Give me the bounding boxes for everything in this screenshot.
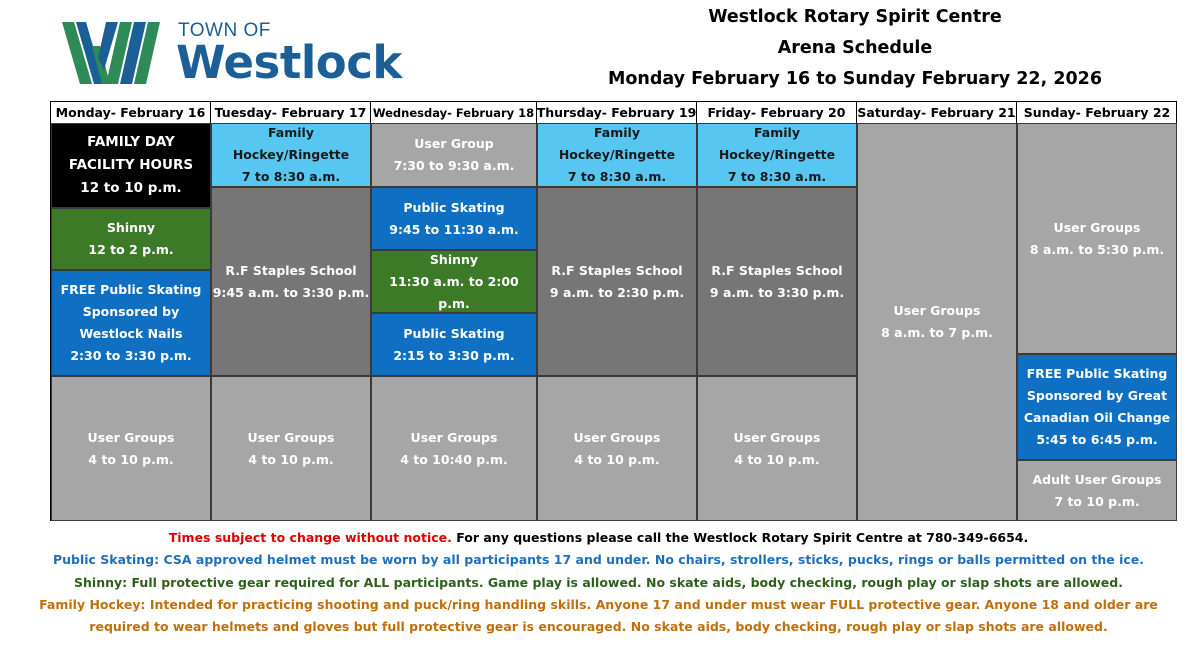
event-line: User Group xyxy=(414,136,494,151)
event-time: 4 to 10 p.m. xyxy=(88,451,174,467)
event-time: 7:30 to 9:30 a.m. xyxy=(393,158,515,173)
event-line: R.F Staples School xyxy=(711,262,843,278)
note-family-hockey-1: Family Hockey: Intended for practicing shooting and puck/ring handling skills. Anyone 17 and under must wear FULL protective gear. Anyone 18 and older are xyxy=(39,596,1158,612)
event-line: User Groups xyxy=(247,429,335,445)
event-public-skating xyxy=(371,187,537,250)
event-school xyxy=(211,187,371,376)
day-header-thursday: Thursday- February 19 xyxy=(537,102,697,123)
event-time: 2:15 to 3:30 p.m. xyxy=(393,347,515,363)
event-line: FREE Public Skating xyxy=(60,282,202,297)
event-public-skating xyxy=(371,313,537,376)
event-time: 4 to 10:40 p.m. xyxy=(400,451,508,467)
facility-name: Westlock Rotary Spirit Centre xyxy=(708,7,1002,27)
event-line: Shinny xyxy=(429,251,479,267)
event-user-groups xyxy=(51,376,211,521)
event-line: User Groups xyxy=(893,303,981,318)
day-header-saturday: Saturday- February 21 xyxy=(857,102,1017,123)
event-family-hockey xyxy=(537,123,697,187)
event-line: User Groups xyxy=(733,429,821,445)
westlock-logo xyxy=(62,14,402,94)
event-time: 9:45 to 11:30 a.m. xyxy=(389,221,519,237)
event-line: Adult User Groups xyxy=(1032,471,1162,487)
westlock-w-mark-icon xyxy=(62,18,166,88)
schedule-title xyxy=(560,2,1150,95)
event-user-groups xyxy=(697,376,857,521)
note-disclaimer: Times subject to change without notice. xyxy=(168,530,452,545)
event-line: Public Skating xyxy=(403,199,505,215)
event-line: Canadian Oil Change xyxy=(1023,410,1171,425)
event-line: Westlock Nails xyxy=(79,326,183,341)
logo-name-text: Westlock xyxy=(176,36,402,89)
logo-town-text: TOWN OF xyxy=(178,20,271,41)
event-line: Hockey/Ringette xyxy=(232,147,350,162)
event-user-groups xyxy=(537,376,697,521)
schedule-name: Arena Schedule xyxy=(777,38,933,58)
event-time: 9:45 a.m. to 3:30 p.m. xyxy=(212,284,370,300)
event-line: User Groups xyxy=(87,429,175,445)
day-header-wednesday: Wednesday- February 18 xyxy=(371,102,537,123)
event-line: User Groups xyxy=(1053,219,1141,235)
day-header-monday: Monday- February 16 xyxy=(51,102,211,123)
event-time: 7 to 8:30 a.m. xyxy=(727,169,827,184)
event-time: 9 a.m. to 2:30 p.m. xyxy=(549,284,685,300)
event-user-groups xyxy=(211,376,371,521)
event-user-groups xyxy=(371,376,537,521)
event-line: Hockey/Ringette xyxy=(558,147,676,162)
event-time: 2:30 to 3:30 p.m. xyxy=(70,348,192,363)
event-free-public-skating xyxy=(1017,354,1177,460)
event-time: 7 to 8:30 a.m. xyxy=(241,169,341,184)
event-adult-user-groups xyxy=(1017,460,1177,521)
note-family-hockey-2: required to wear helmets and gloves but full protective gear is encouraged. No skate aids, body checking, rough play or slap shots are allowed. xyxy=(89,619,1108,635)
event-line: Sponsored by Great xyxy=(1026,388,1168,403)
event-line: FREE Public Skating xyxy=(1026,366,1168,381)
day-header-friday: Friday- February 20 xyxy=(697,102,857,123)
date-range: Monday February 16 to Sunday February 22, 2026 xyxy=(607,69,1103,89)
event-free-public-skating xyxy=(51,270,211,376)
event-line: Family xyxy=(594,125,640,140)
schedule-notes xyxy=(0,527,1197,638)
event-line: FAMILY DAY xyxy=(87,134,175,150)
event-time: 12 to 10 p.m. xyxy=(80,180,182,196)
note-shinny: Shinny: Full protective gear required for ALL participants. Game play is allowed. No skate aids, body checking, rough play or slap shots are allowed. xyxy=(74,574,1123,590)
event-shinny xyxy=(51,208,211,270)
event-line: FACILITY HOURS xyxy=(68,157,194,173)
event-school xyxy=(537,187,697,376)
day-header-tuesday: Tuesday- February 17 xyxy=(211,102,371,123)
note-public-skating: Public Skating: CSA approved helmet must be worn by all participants 17 and under. No chairs, strollers, sticks, pucks, rings or balls permitted on the ice. xyxy=(52,552,1145,568)
event-family-hockey xyxy=(697,123,857,187)
event-line: Sponsored by xyxy=(82,304,180,319)
event-time: 11:30 a.m. to 2:00 p.m. xyxy=(389,273,519,311)
event-line: Shinny xyxy=(106,220,156,235)
event-user-group xyxy=(371,123,537,187)
event-time: 7 to 8:30 a.m. xyxy=(567,169,667,184)
event-user-groups xyxy=(857,123,1017,521)
event-line: Family xyxy=(754,125,800,140)
event-time: 4 to 10 p.m. xyxy=(734,451,820,467)
event-line: Family xyxy=(268,125,314,140)
day-header-sunday: Sunday- February 22 xyxy=(1023,105,1171,120)
event-time: 5:45 to 6:45 p.m. xyxy=(1036,432,1158,447)
event-line: Public Skating xyxy=(403,325,505,341)
event-line: R.F Staples School xyxy=(551,262,683,278)
event-time: 9 a.m. to 3:30 p.m. xyxy=(709,284,845,300)
note-contact-text: For any questions please call the Westlock Rotary Spirit Centre at 780-349-6654. xyxy=(451,530,1029,545)
event-time: 8 a.m. to 7 p.m. xyxy=(881,325,993,340)
event-family-hockey xyxy=(211,123,371,187)
event-user-groups xyxy=(1017,123,1177,354)
note-contact xyxy=(0,527,1197,549)
event-school xyxy=(697,187,857,376)
event-line: R.F Staples School xyxy=(225,262,357,278)
event-time: 4 to 10 p.m. xyxy=(248,451,334,467)
event-line: User Groups xyxy=(573,429,661,445)
schedule-grid xyxy=(50,101,1177,521)
event-line: User Groups xyxy=(410,429,498,445)
event-family-day xyxy=(51,123,211,208)
event-time: 8 a.m. to 5:30 p.m. xyxy=(1029,241,1165,257)
event-time: 12 to 2 p.m. xyxy=(88,242,174,257)
event-line: Hockey/Ringette xyxy=(718,147,836,162)
event-shinny xyxy=(371,250,537,313)
event-time: 7 to 10 p.m. xyxy=(1054,493,1140,509)
event-time: 4 to 10 p.m. xyxy=(574,451,660,467)
